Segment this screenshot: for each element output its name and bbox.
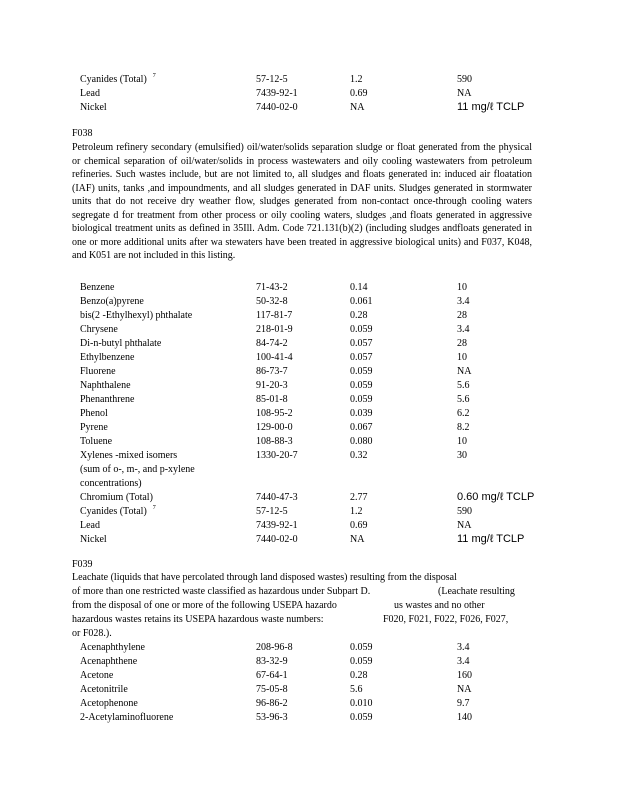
nonwastewater-value: 5.6 xyxy=(457,394,470,405)
table-row xyxy=(0,435,618,448)
table-row xyxy=(0,73,618,86)
nonwastewater-value: 3.4 xyxy=(457,656,470,667)
constituent-name xyxy=(80,519,100,532)
table-row xyxy=(0,697,618,710)
constituent-name xyxy=(80,337,161,350)
nonwastewater-value: NA xyxy=(457,520,472,531)
cas-number: 85-01-8 xyxy=(256,394,288,405)
f039-desc-line: (Leachate resulting xyxy=(438,586,515,597)
wastewater-value: 0.059 xyxy=(350,366,373,377)
nonwastewater-value: NA xyxy=(457,684,472,695)
wastewater-value: 1.2 xyxy=(350,506,363,517)
wastewater-value: 0.057 xyxy=(350,352,373,363)
constituent-name xyxy=(80,421,108,434)
constituent-name xyxy=(80,711,173,724)
table-row xyxy=(0,641,618,654)
constituent-name-text: Benzene xyxy=(80,282,115,293)
constituent-name-text: Chromium (Total) xyxy=(80,492,153,503)
constituent-name xyxy=(80,655,137,668)
constituent-name xyxy=(80,505,156,518)
nonwastewater-value: 5.6 xyxy=(457,380,470,391)
constituent-name-text: concentrations) xyxy=(80,478,142,489)
constituent-name xyxy=(80,365,116,378)
table-row xyxy=(0,711,618,724)
nonwastewater-value: 590 xyxy=(457,74,472,85)
constituent-name-text: 2-Acetylaminofluorene xyxy=(80,712,174,723)
nonwastewater-value: NA xyxy=(457,88,472,99)
table-row xyxy=(0,421,618,434)
wastewater-value: 0.059 xyxy=(350,394,373,405)
constituent-name xyxy=(80,101,107,114)
wastewater-value: 0.059 xyxy=(350,324,373,335)
constituent-name-text: Lead xyxy=(80,520,100,531)
cas-number: 50-32-8 xyxy=(256,296,288,307)
cas-number: 67-64-1 xyxy=(256,670,288,681)
table-row xyxy=(0,669,618,682)
constituent-name-text: Phenanthrene xyxy=(80,394,135,405)
nonwastewater-value: 11 mg/ℓ TCLP xyxy=(457,533,525,545)
f039-desc-line: of more than one restricted waste classified as hazardous under Subpart D. xyxy=(72,586,371,597)
constituent-name xyxy=(80,463,195,476)
cas-number: 96-86-2 xyxy=(256,698,288,709)
section-code-f039: F039 xyxy=(72,559,93,570)
nonwastewater-value: 160 xyxy=(457,670,472,681)
table-row xyxy=(0,281,618,294)
table-row xyxy=(0,337,618,350)
table-row xyxy=(0,407,618,420)
cas-number: 7439-92-1 xyxy=(256,520,298,531)
constituent-name xyxy=(80,73,156,86)
wastewater-value: 0.067 xyxy=(350,422,373,433)
cas-number: 71-43-2 xyxy=(256,282,288,293)
footnote-marker: 7 xyxy=(152,505,156,511)
table-row xyxy=(0,87,618,100)
nonwastewater-value: 30 xyxy=(457,450,467,461)
constituent-name-text: Acetophenone xyxy=(80,698,138,709)
cas-number: 108-95-2 xyxy=(256,408,293,419)
constituent-name xyxy=(80,87,100,100)
wastewater-value: 0.059 xyxy=(350,380,373,391)
constituent-name xyxy=(80,697,138,710)
wastewater-value: 1.2 xyxy=(350,74,363,85)
constituent-name-text: Cyanides (Total) xyxy=(80,74,147,85)
wastewater-value: 0.28 xyxy=(350,670,368,681)
footnote-marker: 7 xyxy=(152,73,156,79)
wastewater-value: 0.080 xyxy=(350,436,373,447)
constituent-name-text: Benzo(a)pyrene xyxy=(80,296,144,307)
constituent-name-text: Fluorene xyxy=(80,366,116,377)
constituent-name xyxy=(80,393,134,406)
table-row xyxy=(0,655,618,668)
nonwastewater-value: NA xyxy=(457,366,472,377)
table-row xyxy=(0,449,618,462)
constituent-name xyxy=(80,669,113,682)
constituent-name-text: Phenol xyxy=(80,408,108,419)
nonwastewater-value: 3.4 xyxy=(457,324,470,335)
wastewater-value: 0.057 xyxy=(350,338,373,349)
cas-number: 53-96-3 xyxy=(256,712,288,723)
nonwastewater-value: 3.4 xyxy=(457,642,470,653)
wastewater-value: 0.039 xyxy=(350,408,373,419)
cas-number: 129-00-0 xyxy=(256,422,293,433)
table-row xyxy=(0,351,618,364)
cas-number: 7439-92-1 xyxy=(256,88,298,99)
constituent-name xyxy=(80,641,145,654)
table-row xyxy=(0,683,618,696)
wastewater-value: 0.14 xyxy=(350,282,368,293)
wastewater-value: 0.059 xyxy=(350,712,373,723)
table-row xyxy=(0,505,618,518)
nonwastewater-value: 9.7 xyxy=(457,698,470,709)
constituent-name-text: Acenaphthylene xyxy=(80,642,145,653)
constituent-name xyxy=(80,533,107,546)
constituent-name-text: Xylenes -mixed isomers xyxy=(80,450,178,461)
wastewater-value: 0.69 xyxy=(350,88,368,99)
constituent-name xyxy=(80,449,177,462)
wastewater-value: 0.059 xyxy=(350,656,373,667)
nonwastewater-value: 11 mg/ℓ TCLP xyxy=(457,101,525,113)
cas-number: 7440-02-0 xyxy=(256,102,298,113)
constituent-name xyxy=(80,407,108,420)
f039-desc-line: Leachate (liquids that have percolated through land disposed wastes) resulting from the disposal xyxy=(72,572,457,583)
constituent-name-text: Nickel xyxy=(80,102,107,113)
constituent-name-text: Toluene xyxy=(80,436,113,447)
wastewater-value: NA xyxy=(350,534,365,545)
constituent-name-text: Di-n-butyl phthalate xyxy=(80,338,162,349)
constituent-name-text: Ethylbenzene xyxy=(80,352,135,363)
cas-number: 75-05-8 xyxy=(256,684,288,695)
cas-number: 108-88-3 xyxy=(256,436,293,447)
table-row xyxy=(0,519,618,532)
f039-desc-line: hazardous wastes retains its USEPA hazardous waste numbers: xyxy=(72,614,324,625)
constituent-name xyxy=(80,295,144,308)
nonwastewater-value: 590 xyxy=(457,506,472,517)
table-row xyxy=(0,309,618,322)
cas-number: 208-96-8 xyxy=(256,642,293,653)
f039-desc-line: from the disposal of one or more of the following USEPA hazardo xyxy=(72,600,337,611)
cas-number: 218-01-9 xyxy=(256,324,293,335)
cas-number: 91-20-3 xyxy=(256,380,288,391)
table-row xyxy=(0,323,618,336)
constituent-name-text: bis(2 -Ethylhexyl) phthalate xyxy=(80,310,193,321)
cas-number: 86-73-7 xyxy=(256,366,288,377)
nonwastewater-value: 28 xyxy=(457,310,467,321)
nonwastewater-value: 10 xyxy=(457,352,467,363)
wastewater-value: 0.69 xyxy=(350,520,368,531)
constituent-name-text: Chrysene xyxy=(80,324,118,335)
nonwastewater-value: 6.2 xyxy=(457,408,470,419)
constituent-name xyxy=(80,281,114,294)
constituent-name xyxy=(80,435,112,448)
table-row xyxy=(0,393,618,406)
table-row xyxy=(0,533,618,546)
constituent-name-text: Acenaphthene xyxy=(80,656,138,667)
nonwastewater-value: 8.2 xyxy=(457,422,470,433)
wastewater-value: 0.28 xyxy=(350,310,368,321)
constituent-name-text: Acetonitrile xyxy=(80,684,128,695)
wastewater-value: 2.77 xyxy=(350,492,368,503)
table-row xyxy=(0,101,618,114)
wastewater-value: 5.6 xyxy=(350,684,363,695)
table-row xyxy=(0,379,618,392)
cas-number: 84-74-2 xyxy=(256,338,288,349)
constituent-name-text: (sum of o-, m-, and p-xylene xyxy=(80,464,195,475)
section-code-f038: F038 xyxy=(72,128,93,139)
constituent-name-text: Acetone xyxy=(80,670,114,681)
cas-number: 100-41-4 xyxy=(256,352,293,363)
constituent-name xyxy=(80,683,128,696)
f039-desc-line: F020, F021, F022, F026, F027, xyxy=(383,614,509,625)
constituent-name-text: Pyrene xyxy=(80,422,108,433)
table-row xyxy=(0,365,618,378)
constituent-name-text: Cyanides (Total) xyxy=(80,506,147,517)
nonwastewater-value: 10 xyxy=(457,282,467,293)
nonwastewater-value: 28 xyxy=(457,338,467,349)
wastewater-value: 0.010 xyxy=(350,698,373,709)
constituent-name-text: Lead xyxy=(80,88,100,99)
table-row xyxy=(0,477,618,490)
wastewater-value: 0.059 xyxy=(350,642,373,653)
constituent-name xyxy=(80,491,153,504)
wastewater-value: 0.061 xyxy=(350,296,373,307)
constituent-name-text: Naphthalene xyxy=(80,380,131,391)
constituent-name-text: Nickel xyxy=(80,534,107,545)
nonwastewater-value: 140 xyxy=(457,712,472,723)
constituent-name xyxy=(80,379,131,392)
table-row xyxy=(0,491,618,504)
f039-desc-line: us wastes and no other xyxy=(394,600,485,611)
cas-number: 83-32-9 xyxy=(256,656,288,667)
constituent-name xyxy=(80,351,134,364)
cas-number: 117-81-7 xyxy=(256,310,293,321)
cas-number: 7440-02-0 xyxy=(256,534,298,545)
wastewater-value: 0.32 xyxy=(350,450,368,461)
f039-desc-line: or F028.). xyxy=(72,628,112,639)
nonwastewater-value: 0.60 mg/ℓ TCLP xyxy=(457,491,535,503)
constituent-name xyxy=(80,323,118,336)
table-row xyxy=(0,295,618,308)
f038-description: Petroleum refinery secondary (emulsified) oil/water/solids separation sludge or float generated from the physical or chemical separation of oil/water/solids in process wastewaters and oily cooling wastewaters from petroleum refineries. Such wastes include, but are not limited to, all sludges and floats generated in: induced air floatation (IAF) units, tanks ,and impoundments, and all sludges generated in DAF units. Sludges generated in stormwater units that do not receive dry weather flow, sludges generated from non-contact once-through cooling waters segregate d for treatment from other process or oily cooling waters, sludges ,and floats generated in aggressive biological treatment units as defined in 35Ill. Adm. Code 721.131(b)(2) (including sludges andfloats generated in one or more additional units after wa stewaters have been treated in aggressive biological units) and F037, K048, and K051 are not included in this listing. xyxy=(72,142,532,261)
cas-number: 57-12-5 xyxy=(256,74,288,85)
cas-number: 7440-47-3 xyxy=(256,492,298,503)
nonwastewater-value: 3.4 xyxy=(457,296,470,307)
constituent-name xyxy=(80,309,192,322)
cas-number: 1330-20-7 xyxy=(256,450,298,461)
wastewater-value: NA xyxy=(350,102,365,113)
constituent-name xyxy=(80,477,142,490)
table-row xyxy=(0,463,618,476)
nonwastewater-value: 10 xyxy=(457,436,467,447)
cas-number: 57-12-5 xyxy=(256,506,288,517)
